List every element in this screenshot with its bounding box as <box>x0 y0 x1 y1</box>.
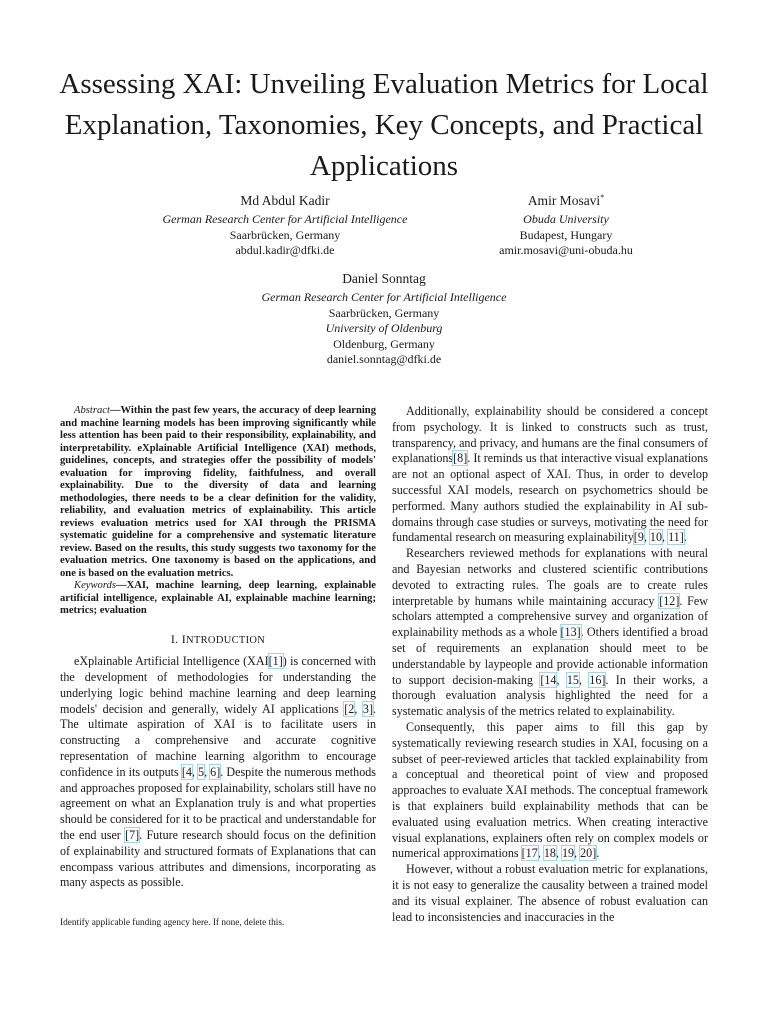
citation-link[interactable]: [12] <box>659 593 680 608</box>
author-location: Saarbrücken, Germany <box>229 227 341 242</box>
paragraph-text: . The ultimate aspiration of XAI is to facilitate users in constructing a comprehensive and accurate cognitive representation of machine learning algorithm to encourage confidence in its outputs <box>60 701 377 779</box>
author-affiliation: Obuda University <box>523 212 609 226</box>
paragraph-text: . In their works, a thorough evaluation analysis highlighted the need for a systematic analysis of the metrics related to explainability. <box>392 672 709 719</box>
author-location: Saarbrücken, Germany <box>328 305 440 320</box>
abstract <box>60 405 376 580</box>
paragraph-text: Researchers reviewed methods for explanations with neural and Bayesian networks and clustered scientific contributions devoted to extracting rules. The goals are to create rules interpretable by humans while maintaining accuracy <box>392 546 708 608</box>
body-paragraph <box>392 720 708 862</box>
paragraph-text: Consequently, this paper aims to fill this gap by systematically reviewing research studies in XAI, focusing on a subset of peer-reviewed articles that tackled explainability from a conceptual and theoretical point of view and proposed approaches to evaluate XAI methods. The conceptual framework is that explainers build explainability methods that can be evaluated using evaluation metrics. When creating interactive visual explanations, explainers often rely on complex models or numerical approximations <box>392 719 708 861</box>
citation-link[interactable]: 10 <box>649 530 663 545</box>
right-column <box>392 404 708 925</box>
paragraph-text: , <box>204 764 211 779</box>
citation-link[interactable]: [9 <box>633 530 644 545</box>
paragraph-text: However, without a robust evaluation metric for explanations, it is not easy to generalize the causality between a trained model and its visual explainer. The absence of robust evaluation can lead to inconsistencies and inaccuracies in the <box>392 862 708 924</box>
body-paragraph <box>392 862 708 925</box>
citation-link[interactable]: [4 <box>181 764 192 779</box>
author-block-kadir <box>130 192 440 259</box>
paragraph-text: , <box>537 846 544 861</box>
paragraph-text: . Few scholars attempted a comprehensive survey and organization of explainability methods as a whole <box>392 593 709 640</box>
author-email: daniel.sonntag@dfki.de <box>326 352 442 366</box>
citation-link[interactable]: [17 <box>521 846 538 861</box>
right-body-text <box>392 404 708 925</box>
paragraph-text: . <box>683 530 687 545</box>
paragraph-text: . It reminds us that interactive visual explanations are not an optional aspect of XAI. Thus, in order to develop successful XAI models, research on psychometrics should be performed. Many authors studied the explainability in AI sub-domains through case studies or surveys, motivating the need for fundamental research on measuring explainability <box>392 451 708 545</box>
author-name: Daniel Sonntag <box>342 271 426 286</box>
body-paragraph <box>392 404 708 546</box>
funding-footnote: Identify applicable funding agency here. If none, delete this. <box>60 918 285 928</box>
paragraph-text: Additionally, explainability should be considered a concept from psychology. It is linked to constructs such as trust, transparency, and privacy, and humans are the final consumers of explanations <box>392 404 708 466</box>
author-affiliation-2: University of Oldenburg <box>325 321 443 335</box>
citation-link[interactable]: 15 <box>566 672 579 687</box>
citation-link[interactable]: 6] <box>210 764 221 779</box>
paragraph-text: ) is concerned with the development of methodologies for understanding the underlying logic behind machine learning and deep learning models' decision and generally, widely AI applications <box>60 654 376 716</box>
citation-link[interactable]: [1] <box>268 654 283 669</box>
paragraph-text: . <box>596 846 600 861</box>
paragraph-text: . Despite the numerous methods and approaches proposed for explainability, scholars still have no agreement on what an Explanation truly is and what properties should be considered for it to be practical and understandable for the end user <box>60 764 376 843</box>
citation-link[interactable]: 11] <box>668 530 684 545</box>
author-email: amir.mosavi@uni-obuda.hu <box>499 243 633 257</box>
citation-link[interactable]: 18 <box>543 846 556 861</box>
citation-link[interactable]: [13] <box>560 625 581 640</box>
abstract-label: Abstract <box>74 405 110 416</box>
paper-title: Assessing XAI: Unveiling Evaluation Metrics for Local Explanation, Taxonomies, Key Concepts, and Practical Applications <box>59 68 709 182</box>
author-name: Amir Mosavi <box>527 193 601 208</box>
body-paragraph <box>392 546 708 720</box>
corresponding-mark: * <box>600 193 605 202</box>
paragraph-text: , <box>555 846 562 861</box>
body-paragraph <box>60 654 376 891</box>
author-location-2: Oldenburg, Germany <box>333 336 435 351</box>
paragraph-text: eXplainable Artificial Intelligence (XAI <box>74 654 269 669</box>
citation-link[interactable]: 20] <box>580 846 597 861</box>
citation-link[interactable]: 19 <box>561 846 575 861</box>
paragraph-text: , <box>574 846 581 861</box>
left-body-text <box>60 654 376 891</box>
paragraph-text: . Others identified a broad set of requirements an explanation should meet to be understandable by laypeople and provide actionable information to support decision-making <box>392 625 708 687</box>
paragraph-text: , <box>578 672 590 687</box>
abstract-text: —Within the past few years, the accuracy of deep learning and machine learning models has been improving significantly while less attention has been paid to their responsibility, explainability, and interpretability. eXplainable Artificial Intelligence (XAI) methods, guidelines, concepts, and strategies offer the possibility of models' evaluation for improving fidelity, faithfulness, and overall explainability. Due to the diversity of data and learning methodologies, there needs to be a clear definition for the validity, reliability, and evaluation metrics of explainability. This article reviews evaluation metrics used for XAI through the PRISMA systematic guideline for a comprehensive and systematic literature review. Based on the results, this study suggests two taxonomy for the evaluation metrics. One taxonomy is based on the applications, and one is based on the evaluation metrics. <box>60 405 376 579</box>
citation-link[interactable]: 5 <box>198 764 205 779</box>
citation-link[interactable]: [2 <box>344 701 355 716</box>
section-title: INTRODUCTION <box>181 631 266 646</box>
citation-link[interactable]: [7] <box>125 828 140 843</box>
paragraph-text: . Future research should focus on the definition of explainability and structured formats of Explanations that can encompass various attributes and dimensions, incorporating as many aspects as possible. <box>60 828 376 890</box>
author-affiliation: German Research Center for Artificial Intelligence <box>261 290 507 304</box>
author-affiliation: German Research Center for Artificial Intelligence <box>162 212 408 226</box>
paragraph-text: , <box>191 764 199 779</box>
paragraph-text: , <box>354 701 363 716</box>
paragraph-text: , <box>662 530 669 545</box>
author-name: Md Abdul Kadir <box>240 193 330 208</box>
keywords-text: —XAI, machine learning, deep learning, explainable artificial intelligence, explainable AI, explainable machine learning; metrics; evaluation <box>60 580 376 616</box>
citation-link[interactable]: [8] <box>453 451 468 466</box>
keywords-label: Keywords <box>74 580 116 591</box>
keywords <box>60 580 376 618</box>
author-block-mosavi <box>446 192 686 259</box>
section-heading <box>60 632 376 649</box>
author-block-sonntag <box>234 270 534 368</box>
paragraph-text: , <box>643 530 650 545</box>
left-column <box>60 405 376 891</box>
citation-link[interactable]: 16] <box>589 672 606 687</box>
author-location: Budapest, Hungary <box>519 227 613 242</box>
paragraph-text: , <box>556 672 567 687</box>
section-numeral: I. <box>170 631 179 646</box>
citation-link[interactable]: [14 <box>540 672 557 687</box>
citation-link[interactable]: 3] <box>362 701 373 716</box>
author-email: abdul.kadir@dfki.de <box>235 243 335 257</box>
